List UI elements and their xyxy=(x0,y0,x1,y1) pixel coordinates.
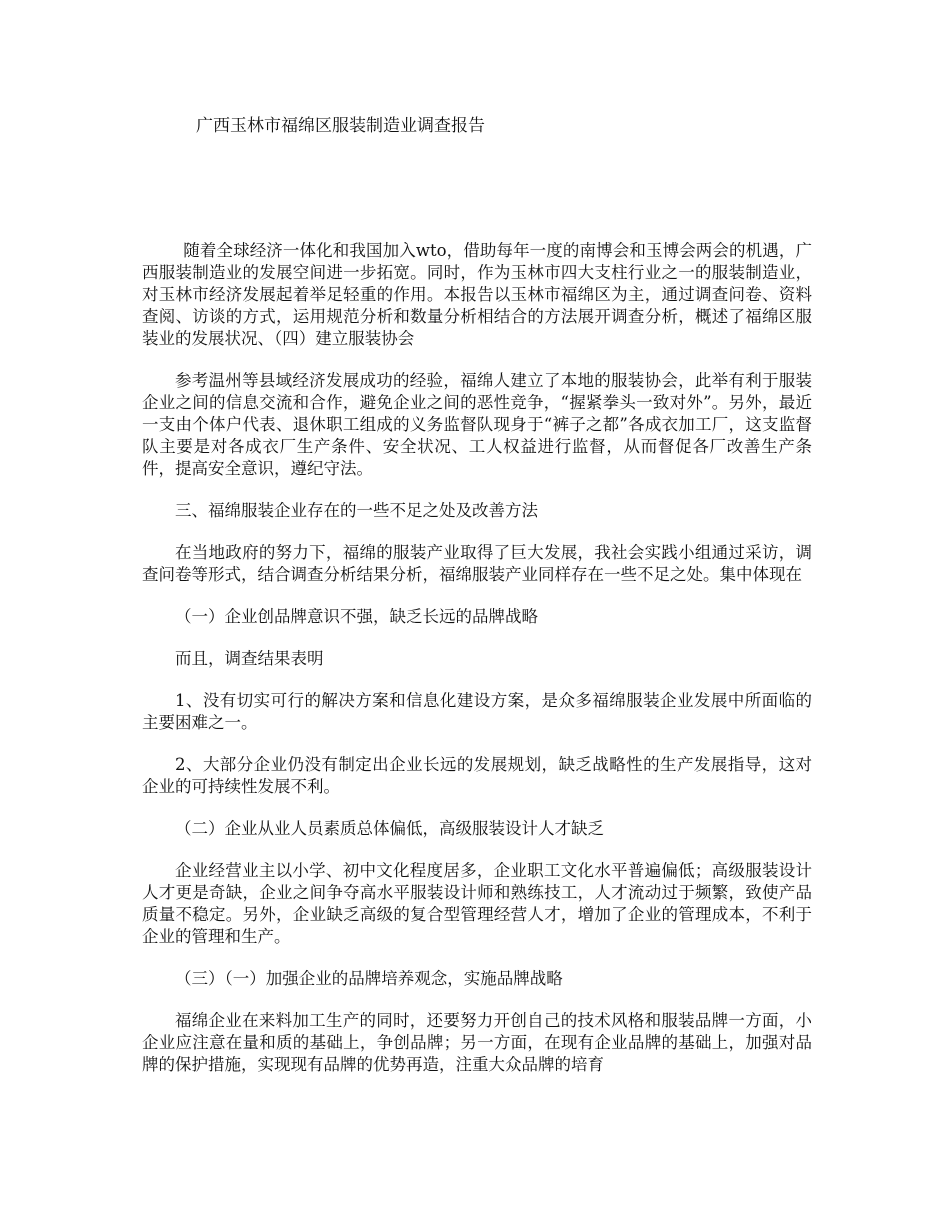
list-item-2: 2、大部分企业仍没有制定出企业长远的发展规划，缺乏战略性的生产发展指导，这对企业的可持续性发展不利。 xyxy=(142,755,812,796)
paragraph-association: 参考温州等县域经济发展成功的经验，福绵人建立了本地的服装协会，此举有利于服装企业之间的信息交流和合作，避免企业之间的恶性竞争，“握紧拳头一致对外”。另外，最近一支由个体户代表、退休职工组成的义务监督队现身于“裤子之都”各成衣加工厂，这支监督队主要是对各成衣厂生产条件、安全状况、工人权益进行监督，从而督促各厂改善生产条件，提高安全意识，遵纪守法。 xyxy=(142,371,812,478)
section-heading-3: 三、福绵服装企业存在的一些不足之处及改善方法 xyxy=(175,501,538,520)
paragraph-shortcomings: 在当地政府的努力下，福绵的服装产业取得了巨大发展，我社会实践小组通过采访，调查问卷等形式，结合调查分析结果分析，福绵服装产业同样存在一些不足之处。集中体现在 xyxy=(142,543,812,584)
paragraph-intro: 随着全球经济一体化和我国加入wto，借助每年一度的南博会和玉博会两会的机遇，广西服装制造业的发展空间进一步拓宽。同时，作为玉林市四大支柱行业之一的服装制造业，对玉林市经济发展起着举足轻重的作用。本报告以玉林市福绵区为主，通过调查问卷、资料查阅、访谈的方式，运用规范分析和数量分析相结合的方法展开调查分析，概述了福绵区服装业的发展状况、（四）建立服装协会 xyxy=(142,241,812,348)
subheading-2: （二）企业从业人员素质总体偏低，高级服装设计人才缺乏 xyxy=(175,819,604,838)
paragraph-survey-results: 而且，调查结果表明 xyxy=(175,649,324,668)
paragraph-staff-quality: 企业经营业主以小学、初中文化程度居多，企业职工文化水平普遍偏低；高级服装设计人才更是奇缺，企业之间争夺高水平服装设计师和熟练技工，人才流动过于频繁，致使产品质量不稳定。另外，企业缺乏高级的复合型管理经营人才，增加了企业的管理成本，不利于企业的管理和生产。 xyxy=(142,861,812,946)
subheading-3: （三）（一）加强企业的品牌培养观念，实施品牌战略 xyxy=(175,969,563,988)
document-body xyxy=(142,240,812,1096)
list-item-1: 1、没有切实可行的解决方案和信息化建设方案，是众多福绵服装企业发展中所面临的主要困难之一。 xyxy=(142,691,812,732)
document-title: 广西玉林市福绵区服装制造业调查报告 xyxy=(196,116,485,136)
subheading-1: （一）企业创品牌意识不强，缺乏长远的品牌战略 xyxy=(175,607,538,626)
paragraph-brand-strategy: 福绵企业在来料加工生产的同时，还要努力开创自己的技术风格和服装品牌一方面，小企业应注意在量和质的基础上，争创品牌；另一方面，在现有企业品牌的基础上，加强对品牌的保护措施，实现现有品牌的优势再造，注重大众品牌的培育 xyxy=(142,1011,812,1074)
